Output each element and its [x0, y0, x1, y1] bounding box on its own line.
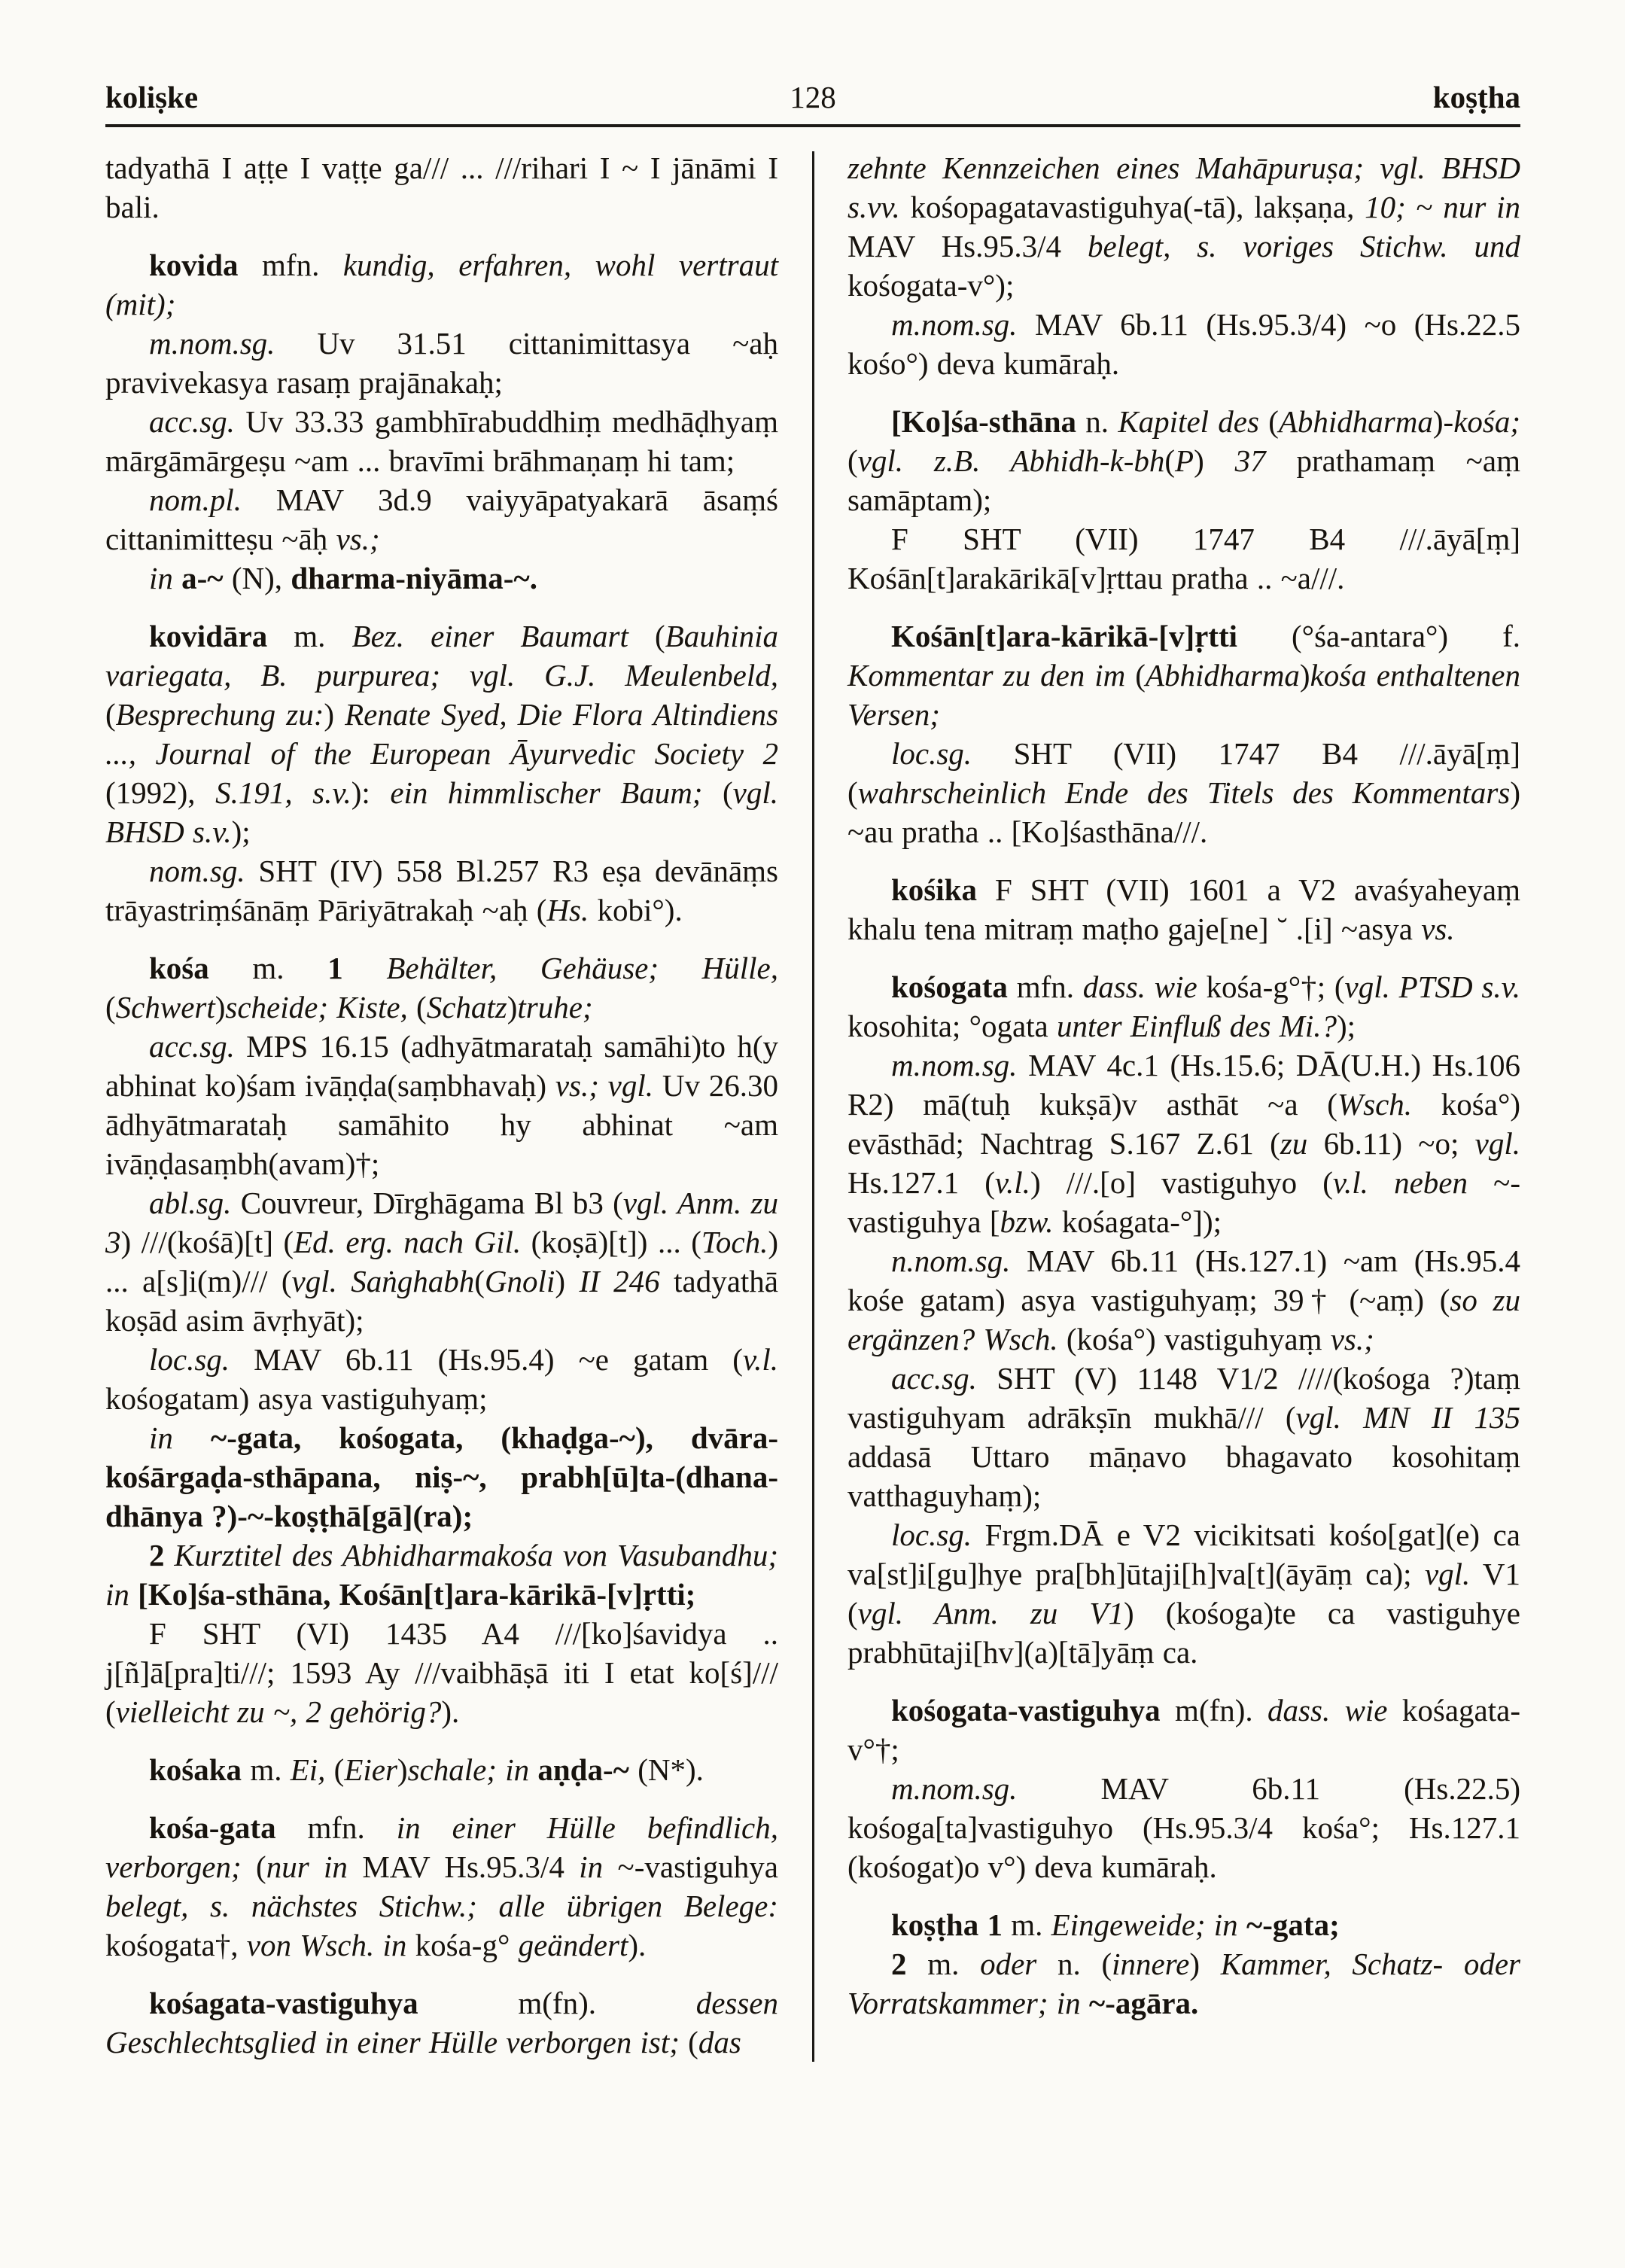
italic-run: abl.sg.	[149, 1186, 232, 1220]
text-run: (N),	[223, 561, 291, 595]
text-run: SHT (V) 1148 V1/2 ////(kośoga ?)taṃ vastiguhyam adrākṣīn mukhā/// (	[847, 1361, 1520, 1435]
headword-or-bold-run: 2	[149, 1538, 165, 1572]
text-run: (	[847, 443, 858, 478]
text-run: (	[241, 1849, 266, 1884]
kovida-acc-sg	[105, 402, 778, 480]
italic-run: v.l. neben	[1332, 1165, 1468, 1200]
text-run: (	[679, 2025, 698, 2059]
text-run: SHT (IV) 558 Bl.257 R3 eṣa devānāṃs trāyastriṃśānāṃ Pāriyātrakaḥ ~aḥ (	[105, 854, 778, 927]
text-run	[978, 1907, 987, 1942]
kosogata-m-nom-sg	[847, 1046, 1520, 1241]
headword-or-bold-run: ~-gata;	[1246, 1907, 1340, 1942]
kosogata-acc-sg	[847, 1359, 1520, 1515]
text-run: ) (kośoga)te ca vastiguhye prabhūtaji[hv](a)[tā]yāṃ ca.	[847, 1596, 1520, 1670]
text-run: m.	[906, 1947, 981, 1981]
text-run: (	[474, 1264, 485, 1298]
headword-or-bold-run: kośa-gata	[149, 1810, 276, 1845]
kosa-loc-sg	[105, 1340, 778, 1418]
headword-or-bold-run: ~-gata, kośogata, (khaḍga-~), dvāra-kośārgaḍa-sthāpana, niṣ-~, prabh[ū]ta-(dhana-dhānya ?)-~-koṣṭhā[gā](ra);	[105, 1420, 779, 1533]
italic-run: truhe;	[517, 990, 593, 1024]
headword-or-bold-run: [Ko]śa-sthāna, Kośān[t]ara-kārikā-[v]ṛtti;	[138, 1577, 696, 1612]
italic-run: m.nom.sg.	[891, 1048, 1018, 1082]
italic-run: Kammer, Schatz- oder Vorratskammer; in	[847, 1947, 1520, 2020]
italic-run: in einer Hülle befindlich, verborgen;	[105, 1810, 778, 1884]
entry-kosaka	[105, 1750, 778, 1789]
kosogata-vastiguhya-m-nom-sg	[847, 1769, 1520, 1886]
text-run: ) ///(kośā)[t] (	[120, 1225, 294, 1259]
italic-run: kundig, erfahren, wohl vertraut (mit);	[105, 248, 779, 321]
text-run: n. (	[1036, 1947, 1112, 1981]
italic-run: S.191, s.v.	[215, 775, 351, 810]
kosa-in-refs	[105, 1418, 778, 1536]
text-run	[529, 1752, 537, 1787]
text-run	[1238, 1907, 1246, 1942]
italic-run: loc.sg.	[891, 736, 972, 771]
text-run: F SHT (VI) 1435 A4 ///[ko]śavidya .. j[ñ]ā[pra]ti///; 1593 Ay ///vaibhāṣā iti I etat ko[ś]/// (	[105, 1616, 778, 1729]
text-run: (	[1164, 443, 1176, 478]
text-run	[165, 1538, 175, 1572]
italic-run: schale; in	[407, 1752, 530, 1787]
text-run: (kośa°) vastiguhyaṃ	[1057, 1322, 1331, 1356]
text-run: kosohita; °ogata	[847, 1009, 1057, 1043]
text-run: mfn.	[275, 1810, 397, 1845]
headword-or-bold-run: kośagata-vastiguhya	[149, 1986, 418, 2020]
entry-kosa	[105, 948, 778, 1027]
italic-run: Toch.	[701, 1225, 768, 1259]
text-run: m.	[208, 951, 328, 985]
italic-run: Wsch.	[1337, 1087, 1413, 1122]
italic-run: ein himmlischer Baum;	[390, 775, 703, 810]
italic-run: Bauhinia variegata, B. purpurea; vgl. G.J. Meulenbeld,	[105, 619, 778, 693]
entry-kostha	[847, 1905, 1520, 1944]
entry-kosika	[847, 870, 1520, 948]
italic-run: zu	[1280, 1126, 1308, 1161]
headword-or-bold-run: aṇḍa-~	[537, 1752, 629, 1787]
italic-run: vs.;	[336, 522, 380, 556]
kosa-sthana-f-sht	[847, 519, 1520, 598]
text-run: (1992),	[105, 775, 216, 810]
kosantara-loc-sg	[847, 734, 1520, 851]
text-run: (	[105, 697, 116, 732]
text-run: kośa-g°†; (	[1197, 970, 1345, 1004]
column-divider	[812, 151, 814, 2062]
entry-kosantara-karika-vrtti	[847, 616, 1520, 734]
text-run: ~-vastiguhya	[603, 1849, 779, 1884]
text-run: kośa-g°	[406, 1928, 519, 1962]
kovida-m-nom-sg	[105, 324, 778, 402]
kostha-sense-2	[847, 1944, 1520, 2023]
italic-run: von Wsch. in	[246, 1928, 407, 1962]
text-run: m.	[267, 619, 352, 653]
text-run: kośopagatavastiguhya(-tā), lakṣaṇa,	[899, 190, 1365, 224]
italic-run: das	[698, 2025, 741, 2059]
italic-run: vs.	[1421, 912, 1455, 946]
text-run: kośogata-v°);	[847, 268, 1015, 303]
italic-run: Schatz	[426, 990, 507, 1024]
text-run: (koṣā)[t]) ... (	[521, 1225, 701, 1259]
text-run: (	[325, 1752, 345, 1787]
page-content	[105, 79, 1520, 2062]
continuation-kosagata-vastiguhya	[847, 148, 1520, 305]
italic-run: zehnte Kennzeichen eines Mahāpuruṣa; vgl. BHSD s.vv.	[847, 151, 1520, 224]
text-run: kośagata-°]);	[1053, 1204, 1222, 1239]
headword-or-bold-run: ~-agāra.	[1088, 1986, 1199, 2020]
italic-run: acc.sg.	[149, 1029, 235, 1064]
text-run: kobi°).	[589, 893, 683, 927]
italic-run: Abhidharma	[1145, 658, 1300, 693]
text-run: (	[1125, 658, 1146, 693]
italic-run: in	[149, 1420, 173, 1455]
italic-run: m.nom.sg.	[891, 307, 1018, 342]
text-run	[343, 951, 387, 985]
italic-run: scheide; Kiste,	[225, 990, 408, 1024]
text-run: ).	[628, 1928, 647, 1962]
kosogata-loc-sg	[847, 1515, 1520, 1672]
italic-run: vgl.	[1474, 1126, 1520, 1161]
italic-run: Besprechung zu:	[115, 697, 324, 732]
italic-run: kośa;	[1453, 404, 1520, 439]
italic-run: vielleicht zu ~, 2 gehörig?	[115, 1694, 442, 1729]
italic-run: Kommentar zu den im	[847, 658, 1126, 693]
text-run: MAV 3d.9 vaiyyāpatyakarā āsaṃś cittanimitteṣu ~āḥ	[105, 483, 778, 556]
italic-run: Abhidharma	[1278, 404, 1433, 439]
headword-or-bold-run: kośika	[891, 872, 977, 907]
italic-run: Eier	[344, 1752, 397, 1787]
entry-kosogata	[847, 967, 1520, 1046]
header-left-keyword: koliṣke	[105, 80, 199, 114]
kovida-nom-pl	[105, 480, 778, 559]
text-run: m.	[242, 1752, 291, 1787]
headword-or-bold-run: dharma-niyāma-~.	[291, 561, 537, 595]
headword-or-bold-run: 1	[327, 951, 343, 985]
italic-run: vgl. z.B. Abhidh-k-bh	[857, 443, 1165, 478]
italic-run: geändert	[518, 1928, 628, 1962]
kosa-abl-sg	[105, 1183, 778, 1340]
kosa-f-sht	[105, 1614, 778, 1731]
italic-run: vgl.	[1424, 1557, 1471, 1591]
text-run: )	[1299, 658, 1310, 693]
italic-run: vgl. Anm. zu V1	[857, 1596, 1124, 1630]
text-run: Uv 31.51 cittanimittasya ~aḥ pravivekasya rasaṃ prajānakaḥ;	[105, 326, 778, 400]
italic-run: Eingeweide; in	[1051, 1907, 1238, 1942]
headword-or-bold-run: kośa	[149, 951, 209, 985]
text-run: m(fn).	[418, 1986, 696, 2020]
italic-run: loc.sg.	[891, 1518, 972, 1552]
headword-or-bold-run: kośaka	[149, 1752, 242, 1787]
italic-run: loc.sg.	[149, 1342, 230, 1377]
italic-run: m.nom.sg.	[891, 1771, 1018, 1806]
text-run: ):	[351, 775, 391, 810]
text-run: SHT (VII) 1747 B4 ///.āyā[ṃ] (	[847, 736, 1520, 810]
text-run: MAV Hs.95.3/4	[347, 1849, 580, 1884]
text-run: mfn.	[238, 248, 343, 282]
italic-run: 10;	[1365, 190, 1406, 224]
italic-run: Gnoli	[484, 1264, 555, 1298]
running-header	[105, 79, 1520, 115]
headword-or-bold-run: a-~	[181, 561, 224, 595]
kovida-in-refs	[105, 559, 778, 598]
text-run: (	[407, 990, 427, 1024]
text-run	[129, 1577, 138, 1612]
italic-run: 37	[1234, 443, 1266, 478]
italic-run: vgl. BHSD s.v.	[105, 775, 778, 849]
kosagata-vastiguhya-m-nom-sg	[847, 305, 1520, 383]
italic-run: Behälter, Gehäuse; Hülle,	[386, 951, 778, 985]
italic-run: dass. wie	[1267, 1693, 1388, 1728]
kovidara-nom-sg	[105, 851, 778, 930]
text-run: (	[1258, 404, 1279, 439]
italic-run: vs.;	[1330, 1322, 1374, 1356]
text-run: ~-vastiguhya [	[847, 1165, 1520, 1239]
text-run: kośagata-v°†;	[847, 1693, 1520, 1767]
kosogata-n-nom-sg	[847, 1241, 1520, 1359]
text-run: tadyathā I aṭṭe I vaṭṭe ga/// ... ///rihari I ~ I jānāmi I bali.	[105, 151, 778, 224]
text-run: );	[1336, 1009, 1356, 1043]
headword-or-bold-run: kovida	[149, 248, 239, 282]
text-run: (°śa-antara°) f.	[1237, 619, 1520, 653]
italic-run: Ed. erg. nach Gil.	[294, 1225, 522, 1259]
text-run: (	[105, 990, 116, 1024]
headword-or-bold-run: koṣṭha	[891, 1907, 979, 1942]
text-run	[173, 1420, 211, 1455]
headword-or-bold-run: kośogata-vastiguhya	[891, 1693, 1161, 1728]
italic-run: nom.sg.	[149, 854, 245, 888]
italic-run: Schwert	[115, 990, 215, 1024]
header-right-keyword: koṣṭha	[1432, 80, 1520, 114]
entry-kosa-gata	[105, 1808, 778, 1965]
text-run: )	[507, 990, 518, 1024]
italic-run: Hs.	[546, 893, 589, 927]
text-run: )	[1194, 443, 1235, 478]
text-run: kośogata†,	[105, 1928, 247, 1962]
italic-run: wahrscheinlich Ende des Titels des Kommentars	[857, 775, 1511, 810]
headword-or-bold-run: 2	[891, 1947, 907, 1981]
headword-or-bold-run: Kośān[t]ara-kārikā-[v]ṛtti	[891, 619, 1238, 653]
italic-run: belegt, s. nächstes Stichw.; alle übrigen Belege:	[105, 1889, 778, 1923]
italic-run: kośa enthaltenen Versen;	[847, 658, 1520, 732]
text-run: tadyathā koṣād asim āvṛhyāt);	[105, 1264, 778, 1338]
entry-kosagata-vastiguhya	[105, 1983, 778, 2062]
italic-run: dass. wie	[1082, 970, 1197, 1004]
right-column	[847, 148, 1520, 2062]
italic-run: vgl. Saṅghabh	[291, 1264, 475, 1298]
text-run: Couvreur, Dīrghāgama Bl b3 (	[231, 1186, 623, 1220]
continuation-tadyatha	[105, 148, 778, 227]
text-run: )	[324, 697, 345, 732]
headword-or-bold-run: kovidāra	[149, 619, 268, 653]
kosa-sense-2	[105, 1536, 778, 1614]
italic-run: vgl. PTSD s.v.	[1344, 970, 1521, 1004]
italic-run: Kurztitel des Abhidharmakośa von Vasubandhu; in	[105, 1538, 778, 1612]
italic-run: v.l.	[994, 1165, 1030, 1200]
text-run	[173, 561, 181, 595]
text-run: MAV 4c.1 (Hs.15.6; DĀ(U.H.) Hs.106 R2) mā(tuḥ kukṣā)v asthāt ~a (	[847, 1048, 1520, 1122]
italic-run: in	[149, 561, 173, 595]
italic-run: Ei,	[290, 1752, 326, 1787]
text-run: MAV 6b.11 (Hs.22.5) kośoga[ta]vastiguhyo (Hs.95.3/4 kośa°; Hs.127.1 (kośogat)o v°) deva kumāraḥ.	[847, 1771, 1520, 1884]
entry-kosogata-vastiguhya	[847, 1691, 1520, 1769]
italic-run: nur in	[1443, 190, 1520, 224]
text-run: 6b.11) ~o;	[1307, 1126, 1475, 1161]
italic-run: Kapitel des	[1118, 404, 1259, 439]
text-run: ) ... a[s]i(m)/// (	[105, 1225, 779, 1298]
text-run: );	[231, 814, 251, 849]
text-run: Uv 33.33 gambhīrabuddhiṃ medhāḍhyaṃ mārgāmārgeṣu ~am ... bravīmi brāhmaṇaṃ hi tam;	[105, 404, 778, 478]
text-run: Frgm.DĀ e V2 vicikitsati kośo[gat](e) ca va[st]i[gu]hye pra[bh]ūtaji[h]va[t](āyāṃ ca);	[847, 1518, 1520, 1591]
text-run: F SHT (VII) 1747 B4 ///.āyā[ṃ] Kośān[t]arakārikā[v]ṛttau pratha .. ~a///.	[847, 522, 1520, 595]
text-run: n.	[1076, 404, 1118, 439]
text-run: m(fn).	[1160, 1693, 1268, 1728]
text-run: )	[397, 1752, 408, 1787]
headword-or-bold-run: [Ko]śa-sthāna	[891, 404, 1077, 439]
text-run: )	[215, 990, 226, 1024]
text-run: Uv 26.30 ādhyātmarataḥ samāhito hy abhinat ~am ivāṇḍasaṃbh(avam)†;	[105, 1068, 778, 1181]
italic-run: vgl. MN II 135	[1295, 1400, 1520, 1435]
italic-run: acc.sg.	[891, 1361, 977, 1396]
italic-run: P	[1175, 443, 1194, 478]
italic-run: Renate Syed, Die Flora Altindiens ..., Journal of the European Āyurvedic Society 2	[105, 697, 778, 771]
text-run: ) ~au pratha .. [Ko]śasthāna///.	[847, 775, 1520, 849]
text-run: )	[1189, 1947, 1221, 1981]
text-run: V1 (	[847, 1557, 1521, 1630]
kosa-acc-sg	[105, 1027, 778, 1183]
text-run: MAV 6b.11 (Hs.95.3/4) ~o (Hs.22.5 kośo°) deva kumāraḥ.	[847, 307, 1520, 381]
text-run: ).	[441, 1694, 460, 1729]
italic-run: so zu ergänzen? Wsch.	[847, 1283, 1520, 1356]
text-run: )	[555, 1264, 580, 1298]
text-run	[1081, 1986, 1089, 2020]
text-run: (	[628, 619, 665, 653]
text-run: MAV Hs.95.3/4	[847, 229, 1088, 263]
italic-run: nom.pl.	[149, 483, 242, 517]
text-run: m.	[1002, 1907, 1051, 1942]
italic-run: oder	[980, 1947, 1037, 1981]
italic-run: m.nom.sg.	[149, 326, 275, 361]
italic-run: in	[579, 1849, 604, 1884]
italic-run: Bez. einer Baumart	[351, 619, 628, 653]
italic-run: v.l.	[742, 1342, 778, 1377]
text-run: )-	[1432, 404, 1454, 439]
headword-or-bold-run: kośogata	[891, 970, 1008, 1004]
page-number: 128	[790, 80, 836, 114]
italic-run: II 246	[579, 1264, 660, 1298]
italic-run: belegt, s. voriges Stichw. und	[1087, 229, 1520, 263]
entry-kovidara	[105, 616, 778, 851]
italic-run: bzw.	[1000, 1204, 1054, 1239]
headword-or-bold-run: 1	[987, 1907, 1003, 1942]
text-columns	[105, 148, 1520, 2062]
header-rule	[105, 124, 1520, 127]
text-run: kośa°) evāsthād; Nachtrag S.167 Z.61 (	[847, 1087, 1521, 1161]
text-run: (N*).	[628, 1752, 704, 1787]
left-column	[105, 148, 778, 2062]
text-run: kośogatam) asya vastiguhyaṃ;	[105, 1381, 488, 1416]
text-run: addasā Uttaro māṇavo bhagavato kosohitaṃ vatthaguyhaṃ);	[847, 1439, 1520, 1513]
italic-run: innere	[1112, 1947, 1190, 1981]
italic-run: vgl. Anm. zu 3	[105, 1186, 778, 1259]
italic-run: dessen Geschlechtsglied in einer Hülle verborgen ist;	[105, 1986, 778, 2059]
italic-run: acc.sg.	[149, 404, 235, 439]
text-run: MPS 16.15 (adhyātmarataḥ samāhi)to h(y abhinat ko)śam ivāṇḍa(saṃbhavaḥ)	[105, 1029, 778, 1103]
text-run: MAV 6b.11 (Hs.127.1) ~am (Hs.95.4 kośe gatam) asya vastiguhyaṃ; 39† (~aṃ) (	[847, 1244, 1520, 1317]
text-run: ) ///.[o] vastiguhyo (	[1030, 1165, 1333, 1200]
entry-kosa-sthana	[847, 402, 1520, 519]
text-run: ~	[1405, 190, 1444, 224]
text-run: F SHT (VII) 1601 a V2 avaśyaheyaṃ khalu tena mitraṃ maṭho gaje[ne] ˘ .[i] ~asya	[847, 872, 1520, 946]
italic-run: unter Einfluß des Mi.?	[1057, 1009, 1337, 1043]
text-run: mfn.	[1007, 970, 1083, 1004]
text-run: (	[702, 775, 733, 810]
text-run: prathamaṃ ~aṃ samāptam);	[847, 443, 1520, 517]
italic-run: vs.; vgl.	[555, 1068, 654, 1103]
entry-kovida	[105, 245, 778, 324]
italic-run: nur in	[266, 1849, 348, 1884]
italic-run: n.nom.sg.	[891, 1244, 1011, 1278]
text-run: Hs.127.1 (	[847, 1165, 995, 1200]
text-run: MAV 6b.11 (Hs.95.4) ~e gatam (	[230, 1342, 743, 1377]
